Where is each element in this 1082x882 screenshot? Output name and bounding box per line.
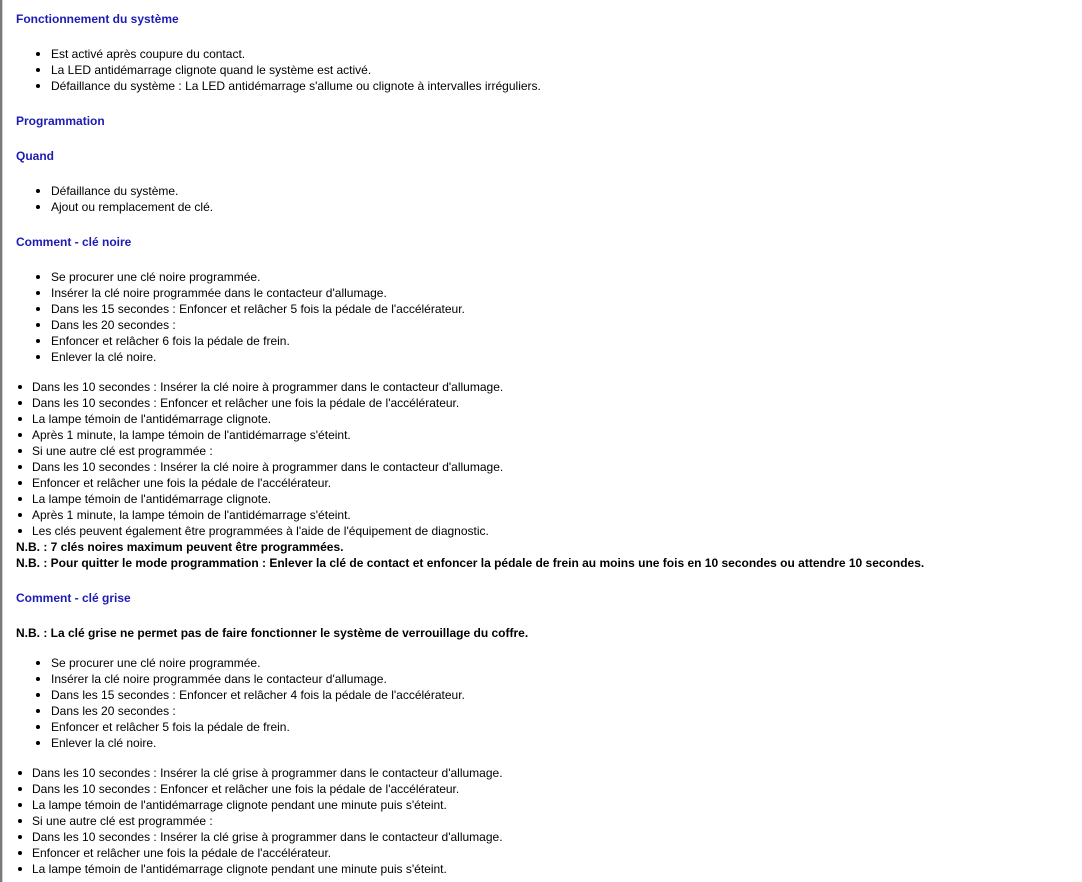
note-grey-key: N.B. : La clé grise ne permet pas de faire fonctionner le système de verrouillage du coffre.	[16, 626, 529, 640]
list-item: Après 1 minute, la lampe témoin de l'antidémarrage s'éteint.	[32, 507, 1076, 523]
list-item: Ajout ou remplacement de clé.	[51, 199, 1076, 215]
list-item: Si une autre clé est programmée :	[32, 443, 1076, 459]
list-item: Se procurer une clé noire programmée.	[51, 655, 1076, 671]
list-item: Après 1 minute, la lampe témoin de l'antidémarrage s'éteint.	[32, 427, 1076, 443]
list-item: Insérer la clé noire programmée dans le contacteur d'allumage.	[51, 671, 1076, 687]
note-quit-programming: N.B. : Pour quitter le mode programmation : Enlever la clé de contact et enfoncer la pédale de frein au moins une fois en 10 secondes ou attendre 10 secondes.	[16, 556, 925, 570]
list-item: Enlever la clé noire.	[51, 349, 1076, 365]
list-item: La lampe témoin de l'antidémarrage clignote pendant une minute puis s'éteint.	[32, 797, 1076, 813]
heading-programmation: Programmation	[16, 114, 105, 128]
list-item: Dans les 10 secondes : Enfoncer et relâcher une fois la pédale de l'accélérateur.	[32, 781, 1076, 797]
list-item: La LED antidémarrage clignote quand le système est activé.	[51, 62, 1076, 78]
list-item: La lampe témoin de l'antidémarrage clignote.	[32, 491, 1076, 507]
list-item: Dans les 10 secondes : Enfoncer et relâcher une fois la pédale de l'accélérateur.	[32, 395, 1076, 411]
list-item: Dans les 20 secondes :	[51, 703, 1076, 719]
heading-quand: Quand	[16, 149, 54, 163]
list-item: Dans les 15 secondes : Enfoncer et relâcher 4 fois la pédale de l'accélérateur.	[51, 687, 1076, 703]
heading-cle-grise: Comment - clé grise	[16, 591, 131, 605]
list-cle-noire-steps	[16, 379, 1076, 539]
heading-cle-noire: Comment - clé noire	[16, 235, 132, 249]
list-item: Enfoncer et relâcher une fois la pédale de l'accélérateur.	[32, 845, 1076, 861]
list-item: Les clés peuvent également être programmées à l'aide de l'équipement de diagnostic.	[32, 523, 1076, 539]
list-item: Est activé après coupure du contact.	[51, 46, 1076, 62]
list-item: La lampe témoin de l'antidémarrage clignote pendant une minute puis s'éteint.	[32, 861, 1076, 877]
list-item: Défaillance du système.	[51, 183, 1076, 199]
list-item: Défaillance du système : La LED antidémarrage s'allume ou clignote à intervalles irréguliers.	[51, 78, 1076, 94]
list-cle-noire-prep	[16, 269, 1076, 365]
list-quand	[16, 183, 1076, 215]
list-item: Dans les 10 secondes : Insérer la clé noire à programmer dans le contacteur d'allumage.	[32, 379, 1076, 395]
list-fonctionnement	[16, 46, 1076, 94]
list-item: Dans les 20 secondes :	[51, 317, 1076, 333]
window-frame-left-inner	[2, 0, 3, 882]
list-item: La lampe témoin de l'antidémarrage clignote.	[32, 411, 1076, 427]
list-item: Enfoncer et relâcher 6 fois la pédale de frein.	[51, 333, 1076, 349]
document-content	[16, 11, 1076, 877]
list-item: Dans les 10 secondes : Insérer la clé grise à programmer dans le contacteur d'allumage.	[32, 829, 1076, 845]
list-item: Enfoncer et relâcher une fois la pédale de l'accélérateur.	[32, 475, 1076, 491]
note-max-keys: N.B. : 7 clés noires maximum peuvent être programmées.	[16, 540, 344, 554]
list-cle-grise-prep	[16, 655, 1076, 751]
list-item: Dans les 15 secondes : Enfoncer et relâcher 5 fois la pédale de l'accélérateur.	[51, 301, 1076, 317]
list-cle-grise-steps	[16, 765, 1076, 877]
list-item: Enfoncer et relâcher 5 fois la pédale de frein.	[51, 719, 1076, 735]
heading-fonctionnement: Fonctionnement du système	[16, 12, 179, 26]
list-item: Enlever la clé noire.	[51, 735, 1076, 751]
list-item: Dans les 10 secondes : Insérer la clé grise à programmer dans le contacteur d'allumage.	[32, 765, 1076, 781]
list-item: Insérer la clé noire programmée dans le contacteur d'allumage.	[51, 285, 1076, 301]
list-item: Si une autre clé est programmée :	[32, 813, 1076, 829]
list-item: Dans les 10 secondes : Insérer la clé noire à programmer dans le contacteur d'allumage.	[32, 459, 1076, 475]
list-item: Se procurer une clé noire programmée.	[51, 269, 1076, 285]
